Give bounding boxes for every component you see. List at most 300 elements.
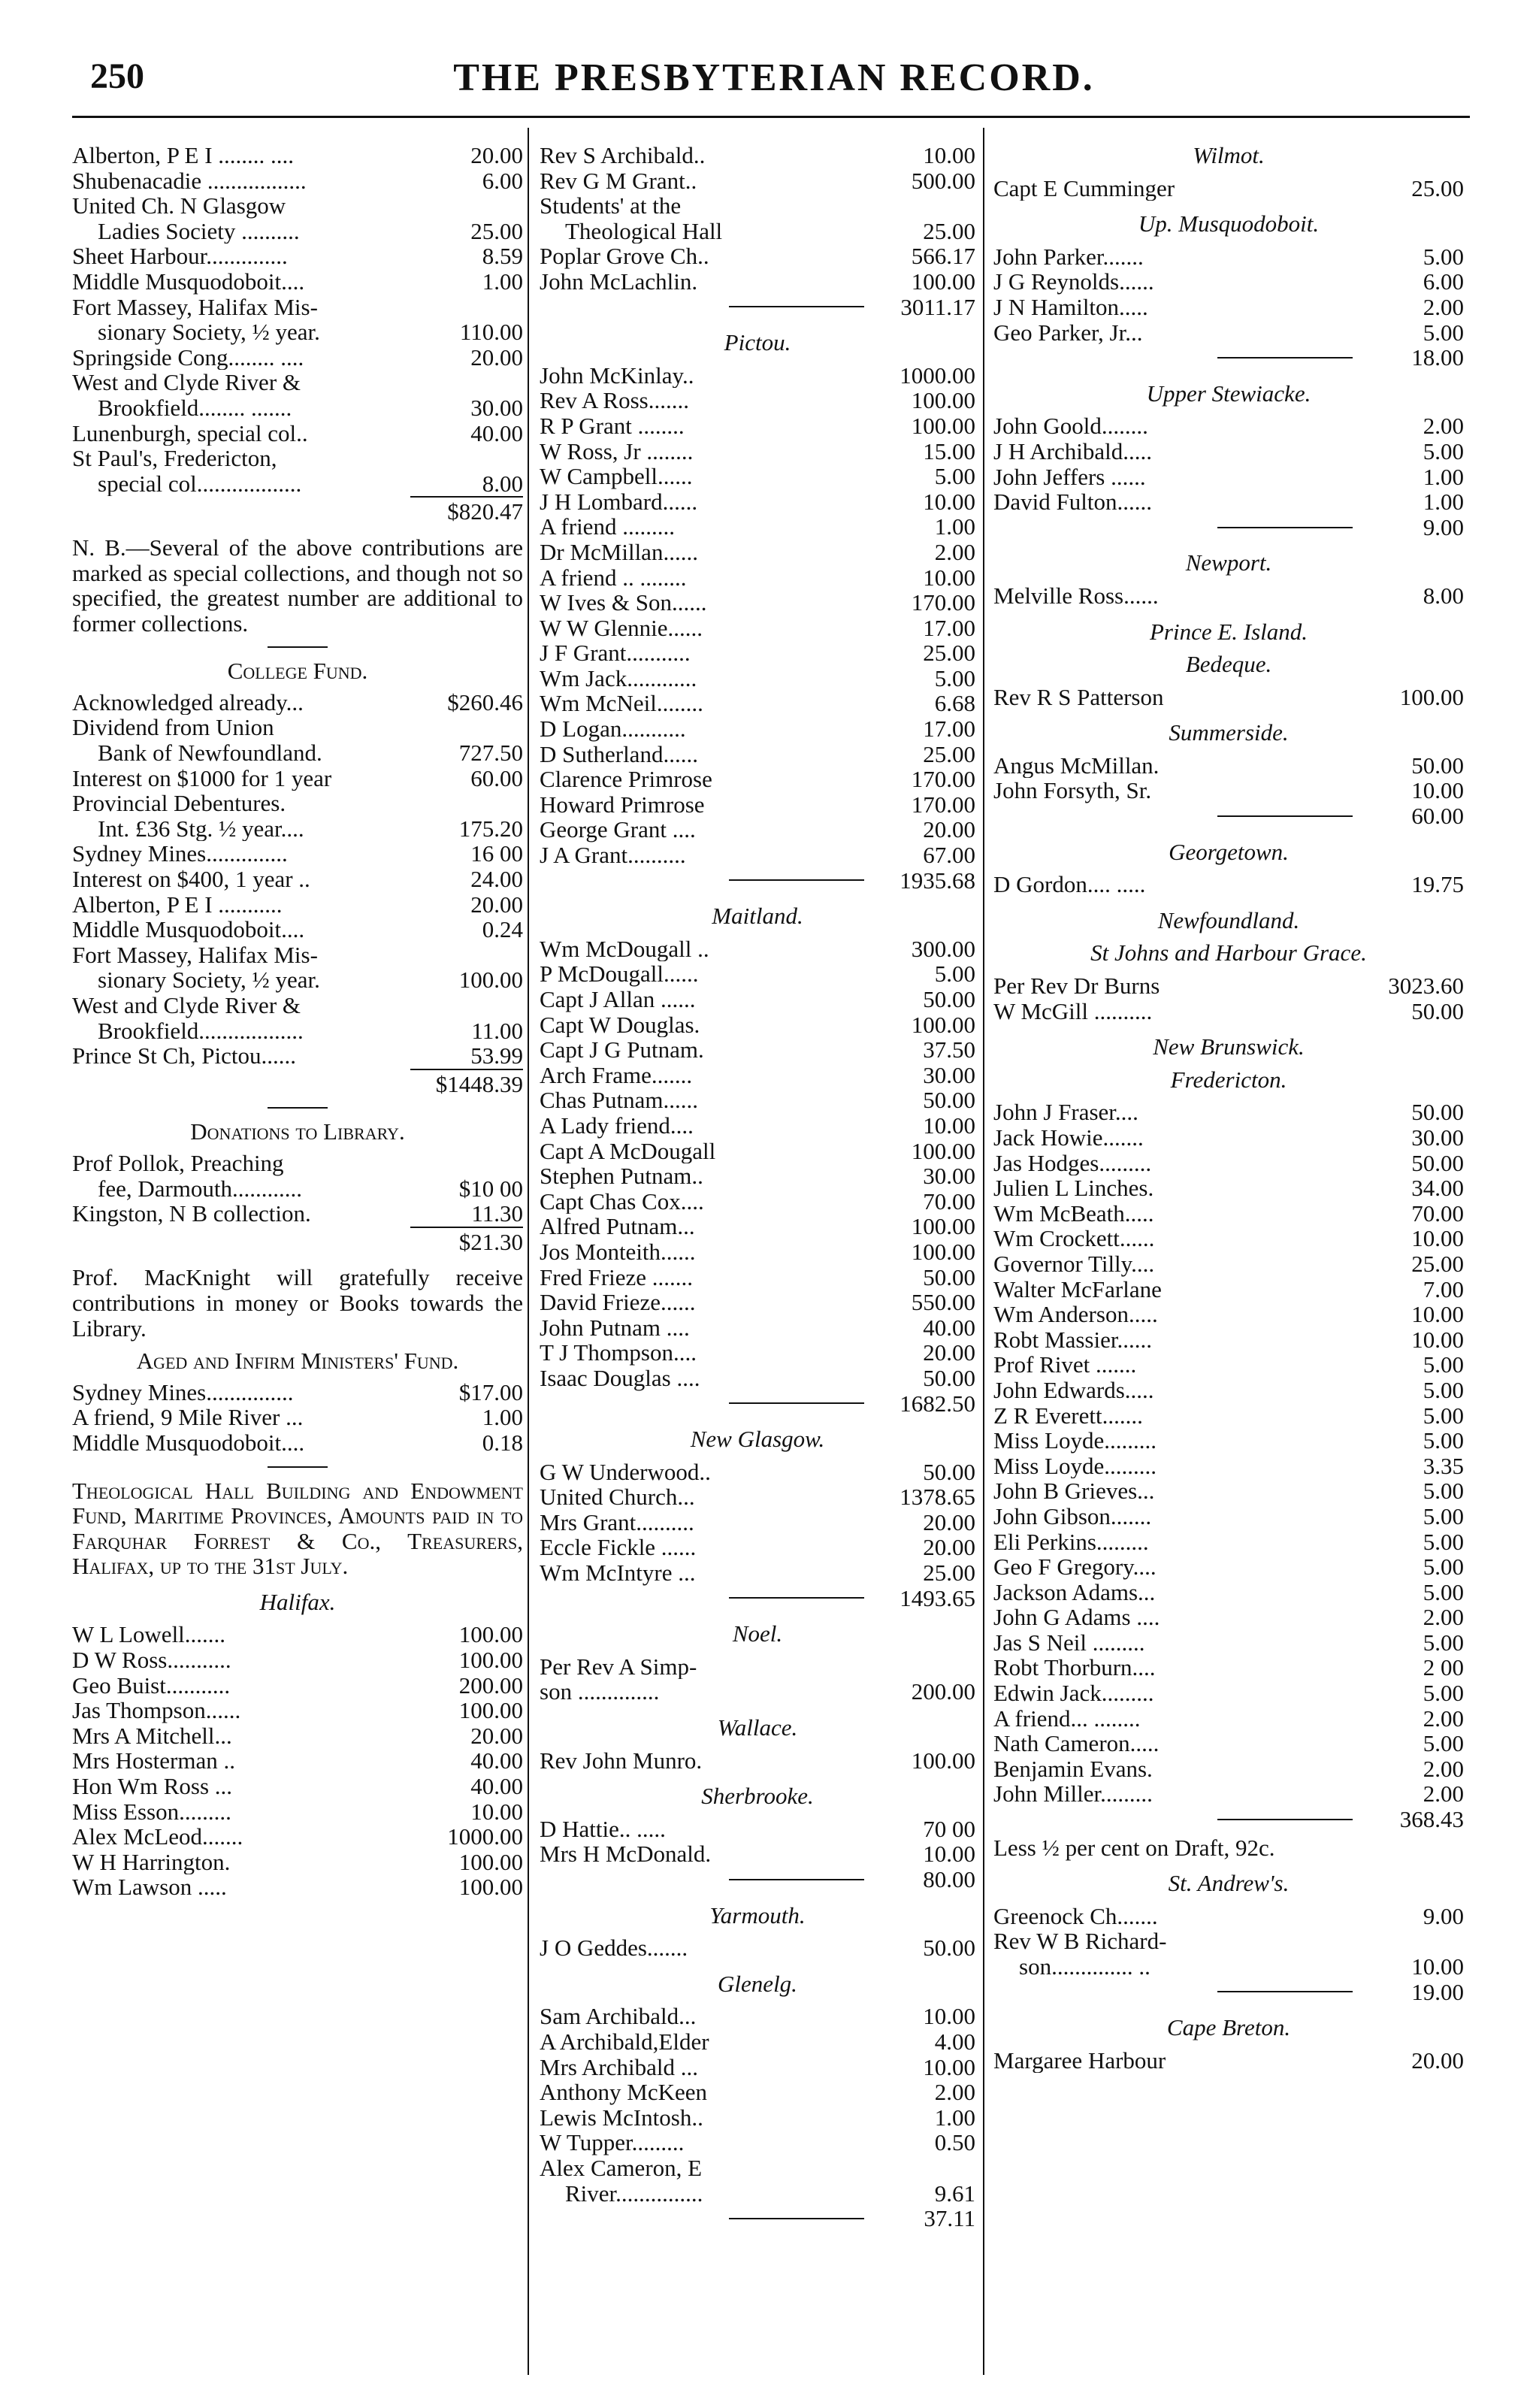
entry-row <box>72 1380 523 1405</box>
entry-name: Chas Putnam...... <box>540 1088 698 1113</box>
entry-name: Rev John Munro. <box>540 1747 703 1774</box>
entry-amount: 1.00 <box>482 1404 523 1431</box>
entry-amount: 1.00 <box>482 268 523 295</box>
contribution-list <box>72 1380 523 1456</box>
entry-amount: 67.00 <box>923 842 975 869</box>
entry-row <box>540 1817 975 1842</box>
entry-row <box>993 753 1464 779</box>
contribution-list <box>540 1748 975 1774</box>
entry-row <box>540 540 975 565</box>
entry-row <box>72 867 523 892</box>
entry-name: Wm McBeath..... <box>993 1200 1154 1227</box>
entry-row <box>993 973 1464 999</box>
entry-total: 20.00 <box>1411 2046 1464 2074</box>
entry-row <box>72 269 523 295</box>
entry-amount: 2.00 <box>1423 1705 1464 1732</box>
entry-row <box>993 1605 1464 1630</box>
entry-amount: 1.00 <box>934 513 975 540</box>
entry-name: Governor Tilly.... <box>993 1251 1155 1277</box>
entry-row <box>993 1954 1464 1980</box>
place-heading: Prince E. Island. <box>1149 618 1308 645</box>
entry-amount: 30.00 <box>923 1061 975 1088</box>
entry-row <box>540 2130 975 2155</box>
entry-amount: 3.35 <box>1423 1452 1464 1479</box>
contribution-list <box>540 1654 975 1705</box>
entry-row <box>72 816 523 842</box>
entry-row <box>993 999 1464 1024</box>
entry-row <box>993 1554 1464 1580</box>
entry-total: 100.00 <box>1399 683 1464 710</box>
entry-row <box>540 1214 975 1239</box>
entry-row <box>993 176 1464 201</box>
entry-amount: 6.00 <box>482 167 523 194</box>
entry-row <box>72 1673 523 1699</box>
entry-name: Middle Musquodoboit.... <box>72 268 305 295</box>
entry-name: D W Ross........... <box>72 1647 231 1673</box>
entry-name: Per Rev A Simp- <box>540 1653 697 1680</box>
entry-row <box>72 715 523 740</box>
entry-amount: 2.00 <box>1423 1755 1464 1782</box>
entry-amount: 100.00 <box>911 1137 975 1164</box>
entry-row <box>540 143 975 168</box>
entry-row <box>72 168 523 194</box>
entry-total: 50.00 <box>1411 997 1464 1024</box>
entry-name: W McGill .......... <box>993 998 1153 1024</box>
entry-row <box>993 1302 1464 1327</box>
entry-row <box>540 439 975 464</box>
entry-amount: 25.00 <box>923 640 975 667</box>
entry-amount: 50.00 <box>923 1087 975 1114</box>
entry-name: Howard Primrose <box>540 791 705 818</box>
entry-name: Jackson Adams... <box>993 1579 1156 1605</box>
entry-amount: $10 00 <box>458 1175 523 1202</box>
entry-row <box>540 616 975 641</box>
entry-name: River............... <box>565 2180 703 2207</box>
place-heading: Wallace. <box>717 1714 798 1741</box>
entry-name: Jack Howie....... <box>993 1125 1144 1151</box>
entry-name: Wm Lawson ..... <box>72 1874 227 1900</box>
entry-row <box>540 1340 975 1366</box>
entry-row <box>72 1176 523 1202</box>
entry-row <box>993 1151 1464 1176</box>
entry-amount: 5.00 <box>934 664 975 691</box>
entry-amount: 25.00 <box>1411 1250 1464 1277</box>
entry-amount: $260.46 <box>447 688 523 715</box>
entry-amount: 20.00 <box>923 1339 975 1366</box>
entry-name: W Tupper......... <box>540 2130 685 2155</box>
entry-name: J G Reynolds...... <box>993 269 1154 295</box>
entry-row <box>993 583 1464 609</box>
entry-row <box>540 514 975 540</box>
entry-amount: 30.00 <box>470 394 523 421</box>
entry-amount: 9.61 <box>934 2180 975 2207</box>
entry-row <box>540 1510 975 1535</box>
subtotal: 18.00 <box>993 345 1464 371</box>
place-heading: Summerside. <box>1169 719 1289 746</box>
entry-row <box>540 2181 975 2207</box>
entry-name: G W Underwood.. <box>540 1459 711 1485</box>
entry-name: Jos Monteith...... <box>540 1239 696 1265</box>
entry-row <box>72 1748 523 1774</box>
entry-row <box>993 1226 1464 1251</box>
contribution-list <box>993 583 1464 609</box>
entry-amount: 100.00 <box>458 1647 523 1674</box>
entry-amount: 10.00 <box>1411 1326 1464 1353</box>
entry-name: Miss Loyde......... <box>993 1428 1157 1454</box>
entry-name: John G Adams .... <box>993 1605 1160 1630</box>
entry-name: Sam Archibald... <box>540 2004 697 2029</box>
entry-row <box>993 1478 1464 1504</box>
entry-row <box>540 2055 975 2080</box>
contribution-list <box>540 2004 975 2206</box>
entry-amount: 550.00 <box>911 1289 975 1316</box>
entry-row <box>72 1774 523 1799</box>
entry-name: David Fulton...... <box>993 489 1152 515</box>
entry-amount: 200.00 <box>458 1671 523 1699</box>
entry-amount: 10.00 <box>923 2003 975 2030</box>
place-heading: Glenelg. <box>718 1970 797 1997</box>
journal-title: THE PRESBYTERIAN RECORD. <box>453 56 1095 99</box>
subtotal: $1448.39 <box>72 1069 523 1097</box>
entry-row <box>993 269 1464 295</box>
entry-name: Interest on $400, 1 year .. <box>72 867 310 892</box>
contribution-list <box>72 1151 523 1227</box>
entry-amount: 17.00 <box>923 614 975 641</box>
entry-name: Ladies Society .......... <box>98 218 300 244</box>
entry-amount: 20.00 <box>923 816 975 843</box>
entry-name: W H Harrington. <box>72 1849 231 1875</box>
entry-amount: 0.24 <box>482 916 523 943</box>
place-heading: Noel. <box>732 1620 783 1647</box>
entry-name: Capt J G Putnam. <box>540 1037 704 1063</box>
entry-name: J H Lombard...... <box>540 489 698 515</box>
section-heading: Aged and Infirm Ministers' Fund. <box>136 1348 459 1375</box>
place-heading: Fredericton. <box>1170 1066 1287 1093</box>
entry-row <box>72 766 523 791</box>
entry-amount: 1.00 <box>1423 463 1464 490</box>
entry-name: Jas Thompson...... <box>72 1698 241 1723</box>
entry-name: Wm McIntyre ... <box>540 1560 696 1586</box>
entry-row <box>72 917 523 942</box>
entry-row <box>72 193 523 219</box>
entry-name: Theological Hall <box>565 218 723 244</box>
entry-amount: 16 00 <box>470 840 523 867</box>
entry-amount: 0.50 <box>934 2129 975 2156</box>
entry-name: Brookfield.................. <box>98 1018 304 1044</box>
entry-row <box>540 2105 975 2131</box>
entry-name: Benjamin Evans. <box>993 1756 1153 1782</box>
place-heading: Halifax. <box>259 1588 336 1615</box>
entry-amount: 2.00 <box>1423 293 1464 320</box>
entry-amount: 5.00 <box>1423 1376 1464 1403</box>
place-heading: Pictou. <box>724 329 791 356</box>
entry-row <box>993 1504 1464 1529</box>
entry-row <box>540 1460 975 1485</box>
entry-amount: 100.00 <box>911 1213 975 1240</box>
subtotal: 1493.65 <box>540 1586 975 1611</box>
entry-total: 3023.60 <box>1388 973 1464 1000</box>
contribution-list <box>540 143 975 295</box>
entry-row <box>540 1290 975 1315</box>
entry-row <box>72 892 523 918</box>
entry-row <box>540 987 975 1012</box>
note-paragraph: Less ½ per cent on Draft, 92c. <box>993 1834 1275 1861</box>
entry-name: Mrs A Mitchell... <box>72 1723 232 1749</box>
entry-row <box>540 1163 975 1189</box>
entry-amount: 70.00 <box>923 1187 975 1215</box>
place-heading: Wilmot. <box>1193 142 1265 168</box>
entry-name: Kingston, N B collection. <box>72 1201 311 1227</box>
entry-row <box>993 872 1464 897</box>
entry-amount: 100.00 <box>911 412 975 439</box>
entry-amount: 5.00 <box>934 463 975 490</box>
entry-name: Students' at the <box>540 193 682 219</box>
entry-name: Sydney Mines............... <box>72 1379 294 1405</box>
entry-name: Prof Pollok, Preaching <box>72 1150 284 1176</box>
entry-name: United Church... <box>540 1484 695 1510</box>
entry-name: John Parker....... <box>993 244 1144 270</box>
place-heading: St Johns and Harbour Grace. <box>1090 939 1367 967</box>
entry-amount: 60.00 <box>470 764 523 791</box>
entry-row <box>993 1781 1464 1807</box>
entry-row <box>993 1175 1464 1201</box>
entry-row <box>540 1679 975 1705</box>
contribution-list <box>993 872 1464 897</box>
entry-amount: 40.00 <box>470 419 523 446</box>
entry-row <box>72 345 523 371</box>
entry-amount: 1000.00 <box>447 1823 523 1850</box>
entry-amount: 5.00 <box>1423 1528 1464 1555</box>
entry-name: Robt Thorburn.... <box>993 1655 1156 1681</box>
contribution-list <box>540 1817 975 1867</box>
contribution-list <box>993 973 1464 1024</box>
entry-amount: 100.00 <box>458 1874 523 1901</box>
entry-amount: 110.00 <box>459 319 523 346</box>
entry-amount: 1378.65 <box>900 1484 975 1511</box>
entry-name: Per Rev Dr Burns <box>993 973 1160 999</box>
entry-amount: 10.00 <box>470 1798 523 1825</box>
entry-amount: 170.00 <box>911 791 975 818</box>
entry-amount: 170.00 <box>911 766 975 793</box>
entry-row <box>540 666 975 691</box>
entry-amount: 50.00 <box>1411 1149 1464 1176</box>
entry-row <box>993 413 1464 439</box>
contribution-list <box>993 2048 1464 2074</box>
contribution-list <box>993 1904 1464 1980</box>
entry-amount: 11.30 <box>471 1200 523 1227</box>
entry-name: Prof Rivet ....... <box>993 1352 1137 1378</box>
entry-row <box>993 1904 1464 1929</box>
entry-amount: 100.00 <box>458 967 523 994</box>
entry-row <box>993 1100 1464 1125</box>
entry-row <box>993 295 1464 320</box>
entry-name: Wm Jack............ <box>540 665 697 691</box>
entry-row <box>72 690 523 715</box>
subtotal: 80.00 <box>540 1867 975 1892</box>
entry-amount: 100.00 <box>911 387 975 414</box>
column-left <box>72 143 523 2378</box>
entry-row <box>993 1706 1464 1732</box>
entry-row <box>540 489 975 515</box>
entry-amount: 34.00 <box>1411 1175 1464 1202</box>
entry-name: Capt W Douglas. <box>540 1012 700 1038</box>
entry-amount: 70 00 <box>923 1815 975 1842</box>
entry-row <box>540 691 975 716</box>
entry-row <box>993 1680 1464 1706</box>
entry-row <box>540 1239 975 1265</box>
entry-row <box>72 942 523 968</box>
contribution-list <box>72 690 523 1069</box>
entry-row <box>72 244 523 269</box>
entry-name: Bank of Newfoundland. <box>98 740 322 766</box>
entry-amount: 50.00 <box>923 986 975 1012</box>
entry-amount: 5.00 <box>1423 1478 1464 1505</box>
entry-name: John Goold........ <box>993 413 1148 439</box>
entry-row <box>993 1378 1464 1403</box>
entry-row <box>540 2029 975 2055</box>
entry-row <box>72 1723 523 1749</box>
entry-amount: 11.00 <box>471 1017 523 1044</box>
entry-amount: 10.00 <box>1411 777 1464 804</box>
entry-amount: 20.00 <box>470 142 523 168</box>
place-heading: Yarmouth. <box>709 1901 806 1929</box>
entry-row <box>540 2004 975 2029</box>
entry-row <box>72 1850 523 1875</box>
entry-name: Z R Everett....... <box>993 1402 1143 1429</box>
section-heading: Theological Hall Building and Endowment Fund, Maritime Provinces, Amounts paid in to Farquhar Forrest & Co., Treasurers, Halifax, up to the 31st July. <box>72 1477 523 1580</box>
column-right <box>993 143 1464 2378</box>
subtotal: 1682.50 <box>540 1391 975 1417</box>
entry-name: W Ives & Son...... <box>540 590 707 616</box>
entry-row <box>540 590 975 616</box>
entry-amount: 30.00 <box>1411 1124 1464 1151</box>
entry-name: J F Grant........... <box>540 640 691 666</box>
entry-row <box>993 685 1464 710</box>
entry-row <box>540 1037 975 1063</box>
entry-amount: 300.00 <box>911 935 975 962</box>
entry-row <box>540 1748 975 1774</box>
entry-name: W W Glennie...... <box>540 615 703 641</box>
entry-row <box>993 1454 1464 1479</box>
entry-amount: 170.00 <box>911 589 975 616</box>
entry-name: Rev G M Grant.. <box>540 168 697 194</box>
entry-amount: 7.00 <box>1423 1275 1464 1302</box>
entry-name: Walter McFarlane <box>993 1276 1162 1302</box>
entry-amount: 5.00 <box>934 960 975 988</box>
entry-row <box>993 489 1464 515</box>
entry-name: Dr McMillan...... <box>540 539 698 565</box>
entry-amount: 2.00 <box>1423 1780 1464 1808</box>
entry-name: West and Clyde River & <box>72 370 301 395</box>
entry-amount: 100.00 <box>911 1011 975 1038</box>
contribution-list <box>993 176 1464 201</box>
entry-name: Nath Cameron..... <box>993 1731 1160 1756</box>
entry-name: Lunenburgh, special col.. <box>72 420 308 446</box>
entry-row <box>540 1139 975 1164</box>
divider <box>268 1107 328 1109</box>
entry-amount: 5.00 <box>1423 437 1464 464</box>
entry-name: D Logan........... <box>540 716 686 742</box>
entry-name: J N Hamilton..... <box>993 294 1148 320</box>
entry-row <box>72 1430 523 1456</box>
entry-name: Shubenacadie ................. <box>72 168 307 194</box>
entry-name: Melville Ross...... <box>993 582 1159 609</box>
entry-row <box>993 1580 1464 1605</box>
contribution-list <box>72 1622 523 1900</box>
entry-name: Rev W B Richard- <box>993 1929 1167 1954</box>
entry-row <box>72 740 523 766</box>
entry-amount: 100.00 <box>911 268 975 295</box>
divider <box>268 646 328 648</box>
entry-name: Wm McDougall .. <box>540 936 709 962</box>
entry-row <box>72 1201 523 1227</box>
entry-row <box>540 1189 975 1215</box>
entry-name: J H Archibald..... <box>993 438 1152 464</box>
contribution-list <box>540 363 975 868</box>
subtotal: 368.43 <box>993 1807 1464 1832</box>
contribution-list <box>540 1935 975 1961</box>
entry-amount: 70.00 <box>1411 1199 1464 1227</box>
entry-row <box>540 464 975 489</box>
entry-name: John Putnam .... <box>540 1314 690 1341</box>
entry-name: J A Grant.......... <box>540 842 686 868</box>
entry-name: sionary Society, ½ year. <box>98 967 320 993</box>
entry-row <box>72 1824 523 1850</box>
entry-name: W Ross, Jr ........ <box>540 438 694 464</box>
page-header <box>83 56 1465 108</box>
entry-amount: 6.68 <box>934 690 975 717</box>
entry-amount: 5.00 <box>1423 243 1464 270</box>
entry-row <box>72 993 523 1018</box>
entry-name: D Sutherland...... <box>540 741 698 767</box>
entry-amount: 9.00 <box>1423 1902 1464 1929</box>
entry-row <box>72 1799 523 1825</box>
entry-name: United Ch. N Glasgow <box>72 193 286 219</box>
entry-name: John Miller......... <box>993 1781 1153 1808</box>
entry-name: W Campbell...... <box>540 464 693 489</box>
entry-row <box>540 413 975 439</box>
entry-name: Fred Frieze ....... <box>540 1264 694 1290</box>
entry-row <box>540 269 975 295</box>
entry-total: 100.00 <box>911 1747 975 1774</box>
entry-amount: 500.00 <box>911 167 975 194</box>
entry-name: Arch Frame....... <box>540 1062 693 1088</box>
entry-amount: 566.17 <box>911 243 975 270</box>
entry-row <box>540 1088 975 1113</box>
entry-amount: 1.00 <box>1423 489 1464 516</box>
subtotal: 3011.17 <box>540 295 975 320</box>
place-heading: Newfoundland. <box>1157 906 1300 933</box>
entry-name: A friend .. ........ <box>540 564 687 591</box>
entry-amount: 17.00 <box>923 715 975 743</box>
entry-name: Greenock Ch....... <box>993 1903 1158 1929</box>
entry-name: John McKinlay.. <box>540 362 694 389</box>
entry-row <box>72 421 523 446</box>
column-divider <box>983 128 984 2375</box>
entry-name: Wm Crockett...... <box>993 1226 1155 1251</box>
entry-row <box>540 1560 975 1586</box>
entry-amount: 5.00 <box>1423 1351 1464 1378</box>
entry-amount: 25.00 <box>923 217 975 244</box>
entry-amount: 10.00 <box>1411 1301 1464 1328</box>
entry-row <box>993 1403 1464 1429</box>
entry-row <box>993 1352 1464 1378</box>
entry-amount: 100.00 <box>458 1621 523 1648</box>
entry-amount: 100.00 <box>458 1697 523 1724</box>
subtotal: 1935.68 <box>540 868 975 894</box>
contribution-list <box>993 244 1464 345</box>
entry-row <box>72 295 523 320</box>
